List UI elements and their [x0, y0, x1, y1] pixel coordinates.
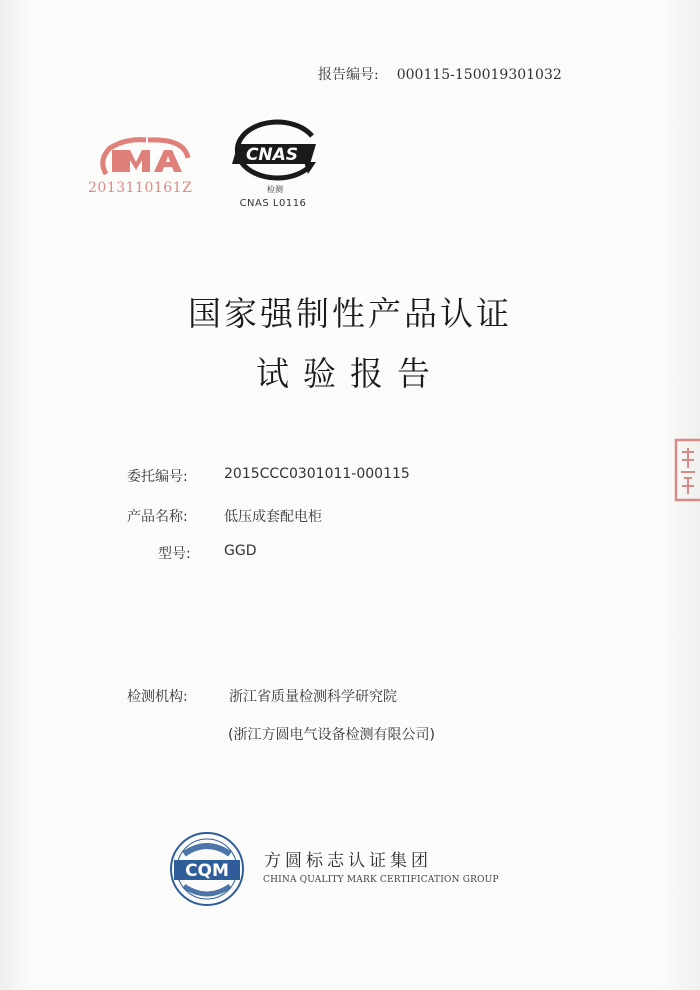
cnas-logo	[224, 118, 324, 188]
cqm-logo	[168, 830, 246, 908]
svg-text:CNAS: CNAS	[245, 145, 299, 165]
cqm-group-name-en: CHINA QUALITY MARK CERTIFICATION GROUP	[263, 875, 499, 885]
report-number-label: 报告编号:	[318, 67, 379, 83]
cnas-code: CNAS L0116	[239, 198, 307, 209]
institution-row	[127, 686, 397, 706]
product-name-value: 低压成套配电柜	[224, 509, 322, 525]
svg-text:CQM: CQM	[185, 861, 229, 881]
cma-code: 2013110161Z	[88, 180, 193, 196]
cnas-subtitle: 检测	[267, 185, 283, 194]
product-name-label: 产品名称:	[127, 509, 188, 525]
model-label: 型号:	[158, 546, 191, 562]
entrust-number-label: 委托编号:	[127, 469, 188, 485]
model-value: GGD	[224, 543, 257, 559]
entrust-number-value: 2015CCC0301011-000115	[224, 466, 410, 482]
cqm-group-name-cn: 方圆标志认证集团	[264, 851, 432, 871]
institution-label: 检测机构:	[127, 689, 188, 705]
report-title-line2: 试验报告	[256, 354, 444, 393]
report-title-line1: 国家强制性产品认证	[188, 294, 512, 333]
report-number	[318, 64, 562, 84]
report-number-value: 000115-150019301032	[396, 67, 562, 83]
model-row	[158, 543, 257, 563]
partial-seal-stamp	[672, 438, 700, 502]
product-name-row	[127, 506, 322, 526]
institution-subname: (浙江方圆电气设备检测有限公司)	[228, 727, 435, 743]
entrust-number-row	[127, 466, 410, 486]
institution-value: 浙江省质量检测科学研究院	[229, 689, 397, 705]
